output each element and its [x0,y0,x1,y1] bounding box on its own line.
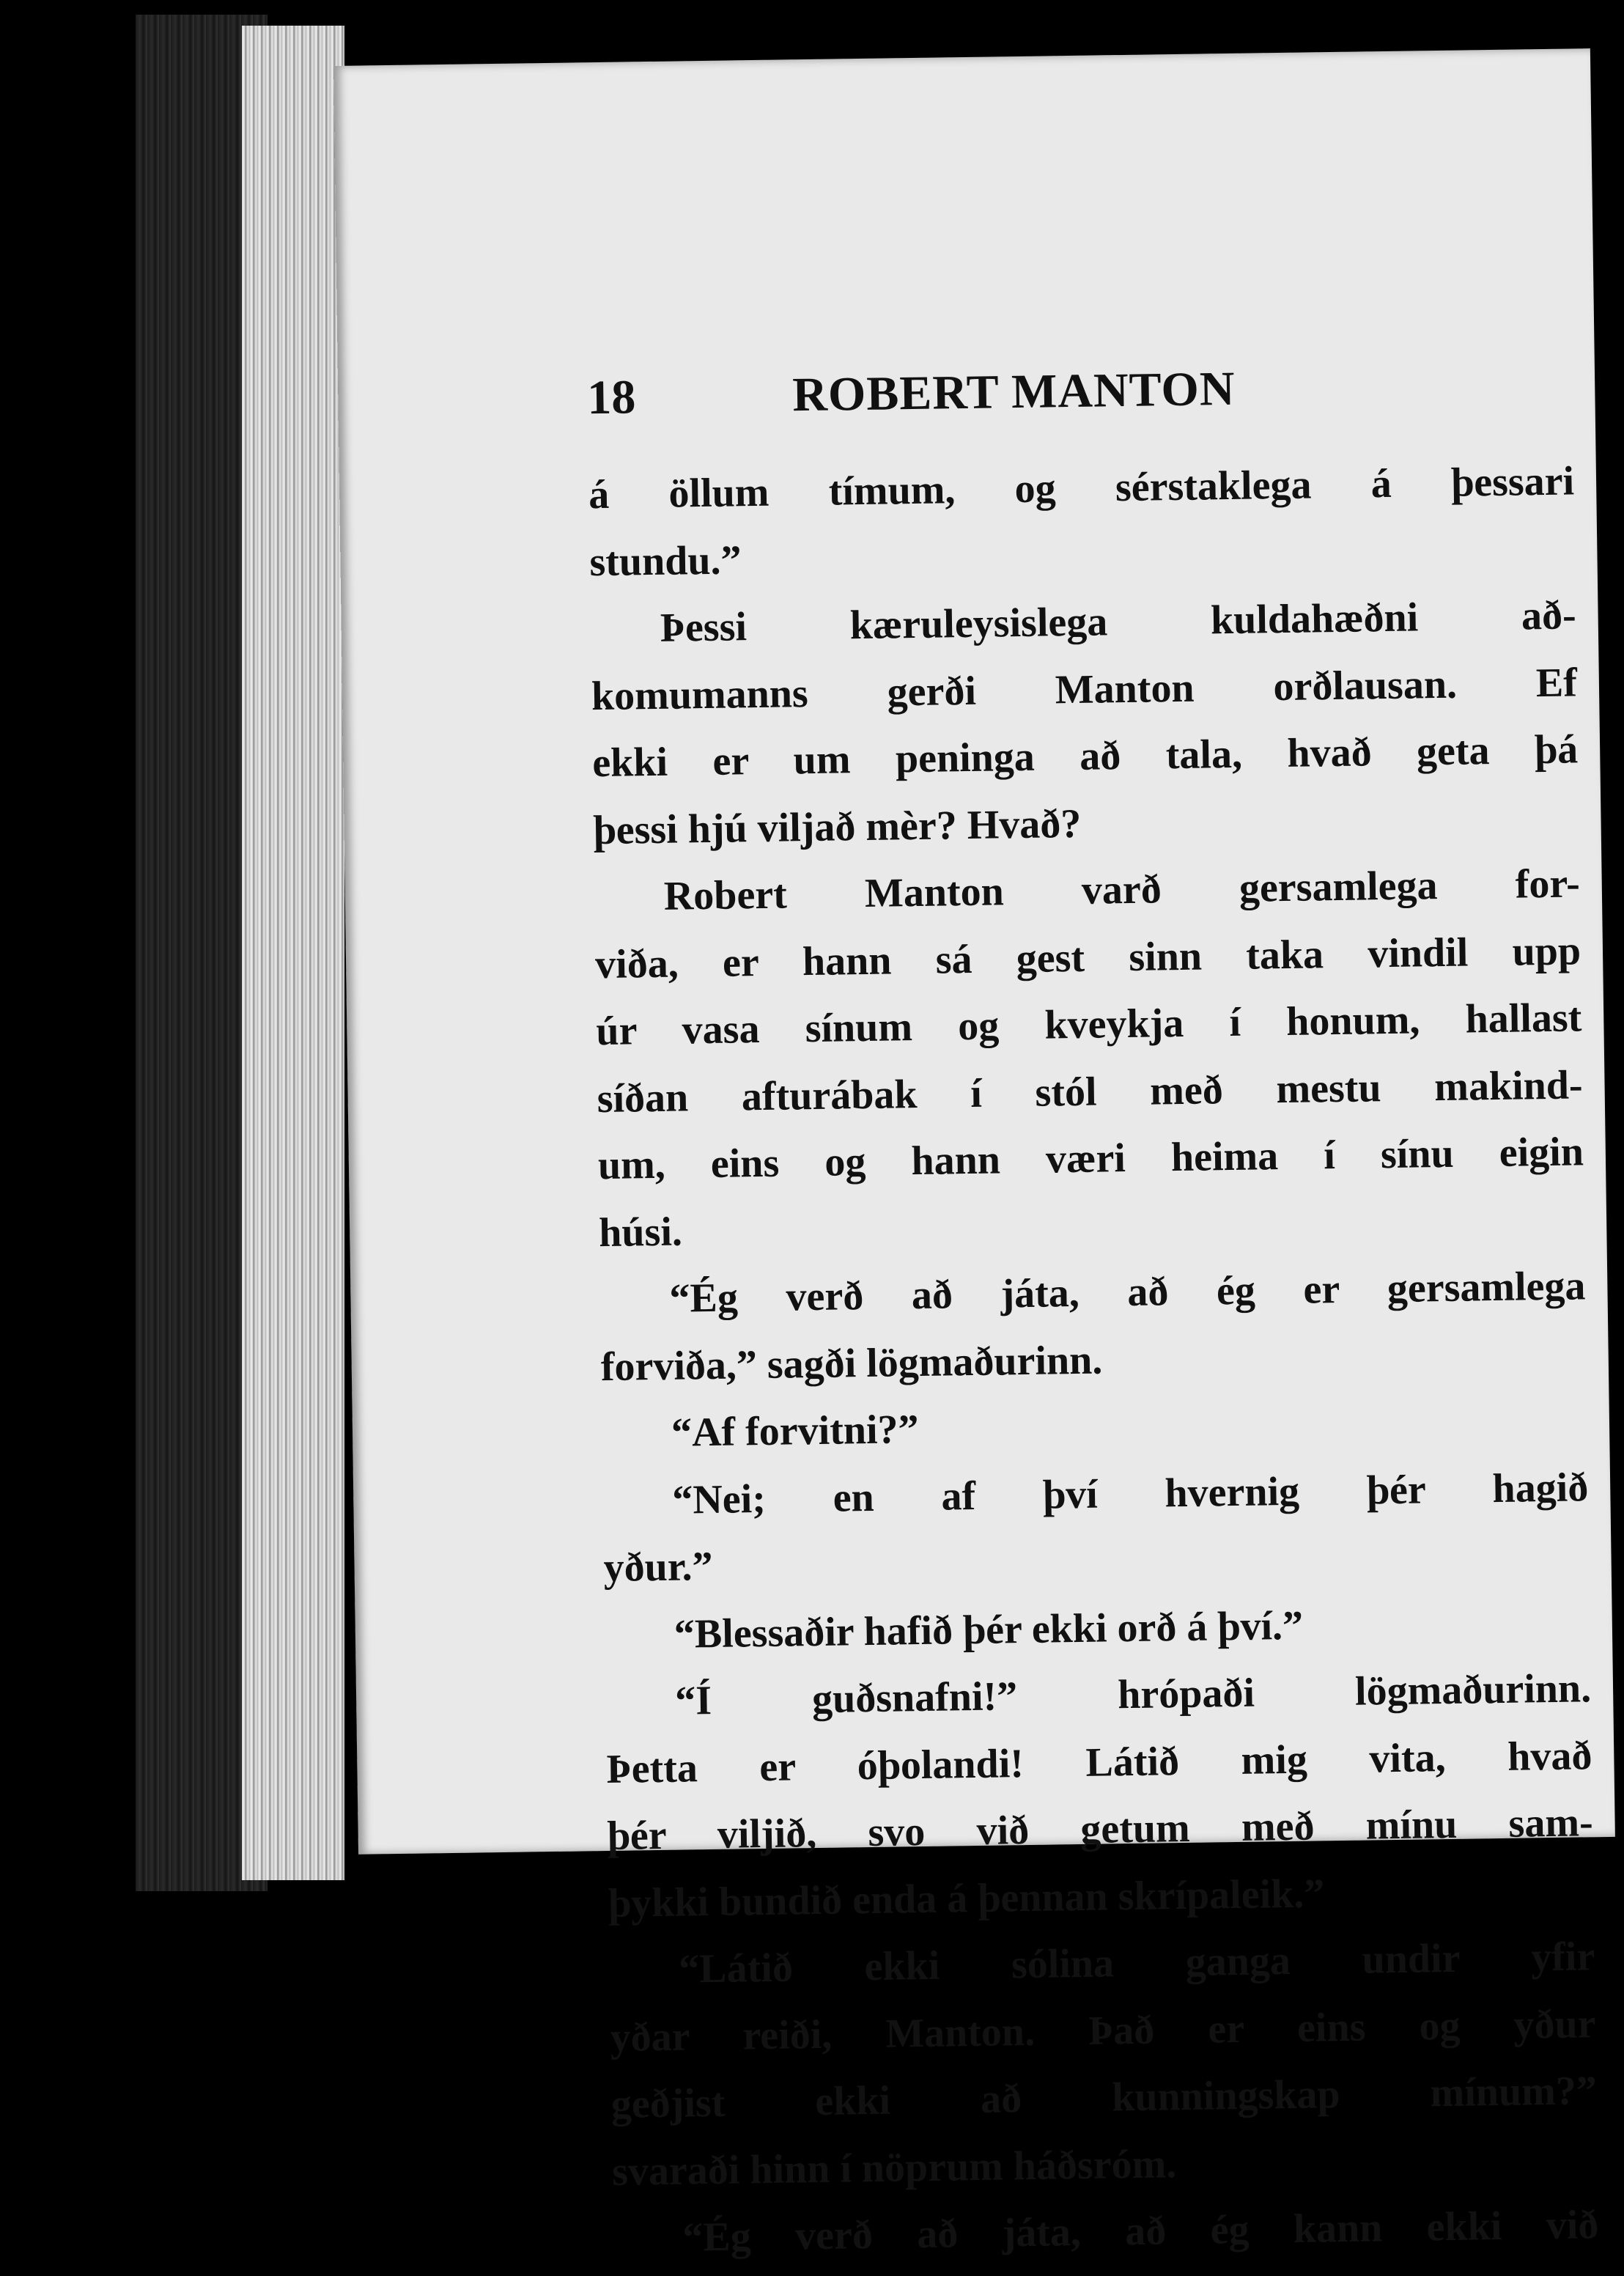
body-text [588,448,1599,2272]
text-line: úr vasa sínum og kveykja í honum, hallast [595,995,1582,1055]
text-line: Þessi kæruleysislega kuldahæðni að- [660,592,1577,651]
text-line: þessi hjú viljað mèr? Hvað? [593,800,1082,853]
text-line: Þetta er óþolandi! Látið mig vita, hvað [606,1732,1592,1792]
text-line: yðar reiði, Manton. Það er eins og yður [610,2000,1596,2060]
text-line: “Látið ekki sólina ganga undir yfir [678,1934,1595,1992]
text-line: “Ég verð að játa, að ég kann ekki við [682,2202,1599,2261]
text-line: viða, er hann sá gest sinn taka vindil upp [594,927,1581,987]
text-line: húsi. [598,1209,683,1256]
text-line: “Í guðsnafni!” hrópaði lögmaðurinn. [674,1665,1592,1724]
text-line: á öllum tímum, og sérstaklega á þessari [588,458,1575,518]
running-title: ROBERT MANTON [791,361,1236,422]
text-line: yður.” [603,1543,713,1591]
text-line: “Blessaðir hafið þér ekki orð á því.” [673,1602,1304,1657]
book-page [333,48,1615,2261]
text-line: um, eins og hann væri heima í sínu eigin [597,1129,1584,1189]
text-line: síðan afturábak í stól með mestu makind- [597,1061,1584,1122]
text-line: “Ég verð að játa, að ég er gersamlega [669,1263,1586,1322]
page-edges [242,26,344,1880]
page-header [587,356,1577,451]
text-line: þykki bundið enda á þennan skrípaleik.” [608,1870,1325,1926]
page-number: 18 [586,370,636,425]
text-line: þér viljið, svo við getum með mínu sam- [607,1800,1594,1860]
text-line: Robert Manton varð gersamlega for- [663,861,1581,919]
text-line: ekki er um peninga að tala, hvað geta þá [591,726,1579,787]
text-line: forviða,” sagði lögmaðurinn. [600,1337,1103,1390]
text-line: svaraði hinn í nöprum háðsróm. [611,2140,1177,2195]
text-line: stundu.” [589,537,742,585]
text-line: komumanns gerði Manton orðlausan. Ef [591,659,1578,719]
text-line: “Af forvitni?” [671,1407,919,1456]
text-line: geðjist ekki að kunningskap mínum?” [610,2068,1598,2127]
text-line: “Nei; en af því hvernig þér hagið [671,1464,1589,1523]
